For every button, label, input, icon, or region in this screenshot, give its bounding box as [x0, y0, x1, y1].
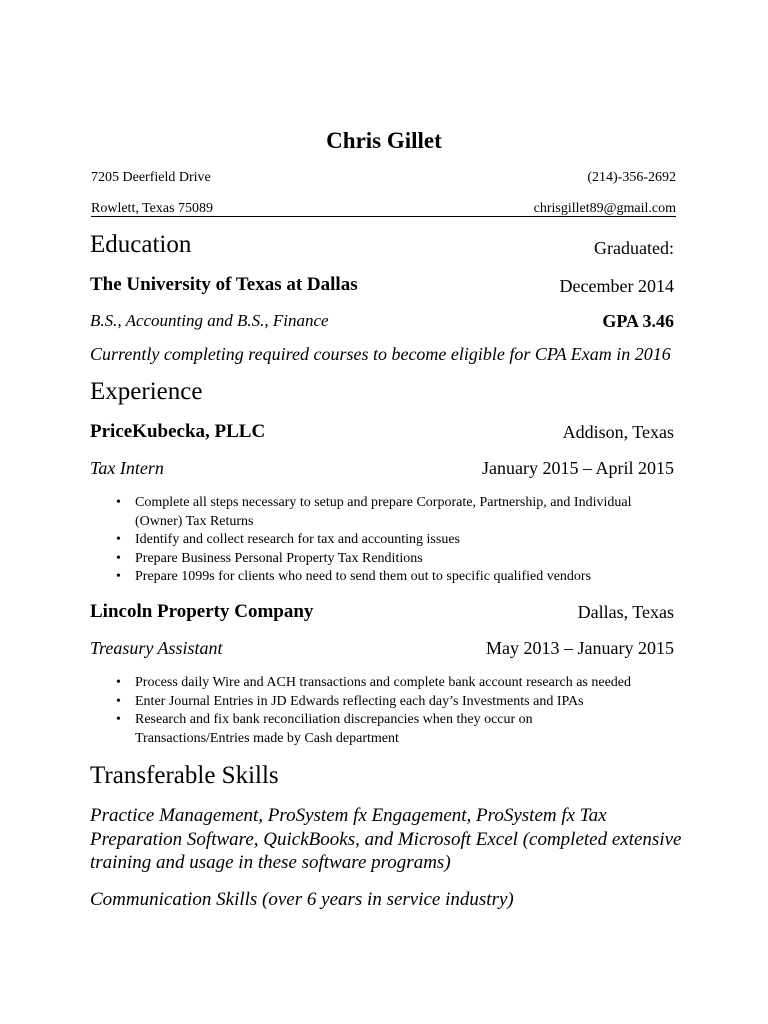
graduation-date: December 2014 — [559, 276, 674, 296]
phone-number: (214)-356-2692 — [587, 170, 676, 185]
job-duties-list — [135, 674, 695, 748]
job-company: PriceKubecka, PLLC — [90, 421, 266, 442]
list-item: • Complete all steps necessary to setup and prepare Corporate, Partnership, and Individual (Owner) Tax Returns — [135, 494, 675, 531]
list-item: • Process daily Wire and ACH transactions and complete bank account research as needed — [135, 674, 695, 693]
job-title: Treasury Assistant — [90, 638, 223, 658]
address-line-1: 7205 Deerfield Drive — [91, 170, 211, 185]
list-item: • Identify and collect research for tax and accounting issues — [135, 531, 695, 550]
job-duties-list — [135, 494, 695, 587]
job-company: Lincoln Property Company — [90, 601, 314, 622]
job-location: Addison, Texas — [562, 422, 674, 442]
address-line-2: Rowlett, Texas 75089 — [91, 201, 214, 216]
list-item: • Prepare Business Personal Property Tax Renditions — [135, 550, 695, 569]
job-title: Tax Intern — [90, 458, 164, 478]
job-dates: May 2013 – January 2015 — [486, 638, 674, 658]
resume-name: Chris Gillet — [326, 128, 442, 153]
list-item: • Enter Journal Entries in JD Edwards reflecting each day’s Investments and IPAs — [135, 693, 695, 712]
degree: B.S., Accounting and B.S., Finance — [90, 311, 329, 330]
list-item: • Research and fix bank reconciliation discrepancies when they occur on Transactions/Entries made by Cash department — [135, 711, 555, 748]
school-name: The University of Texas at Dallas — [90, 274, 358, 295]
gpa: GPA 3.46 — [602, 311, 674, 331]
graduated-label: Graduated: — [594, 238, 674, 258]
email-address: chrisgillet89@gmail.com — [533, 201, 676, 216]
skill-item: Communication Skills (over 6 years in service industry) — [90, 889, 514, 910]
job-dates: January 2015 – April 2015 — [482, 458, 674, 478]
education-note: Currently completing required courses to become eligible for CPA Exam in 2016 — [90, 344, 671, 364]
list-item: • Prepare 1099s for clients who need to send them out to specific qualified vendors — [135, 568, 695, 587]
section-heading-experience: Experience — [90, 378, 203, 405]
section-heading-education: Education — [90, 231, 192, 258]
section-heading-skills: Transferable Skills — [90, 762, 279, 789]
skill-item: Practice Management, ProSystem fx Engagement, ProSystem fx Tax Preparation Software, QuickBooks, and Microsoft Excel (completed extensive training and usage in these software programs) — [90, 805, 682, 873]
job-location: Dallas, Texas — [577, 602, 674, 622]
